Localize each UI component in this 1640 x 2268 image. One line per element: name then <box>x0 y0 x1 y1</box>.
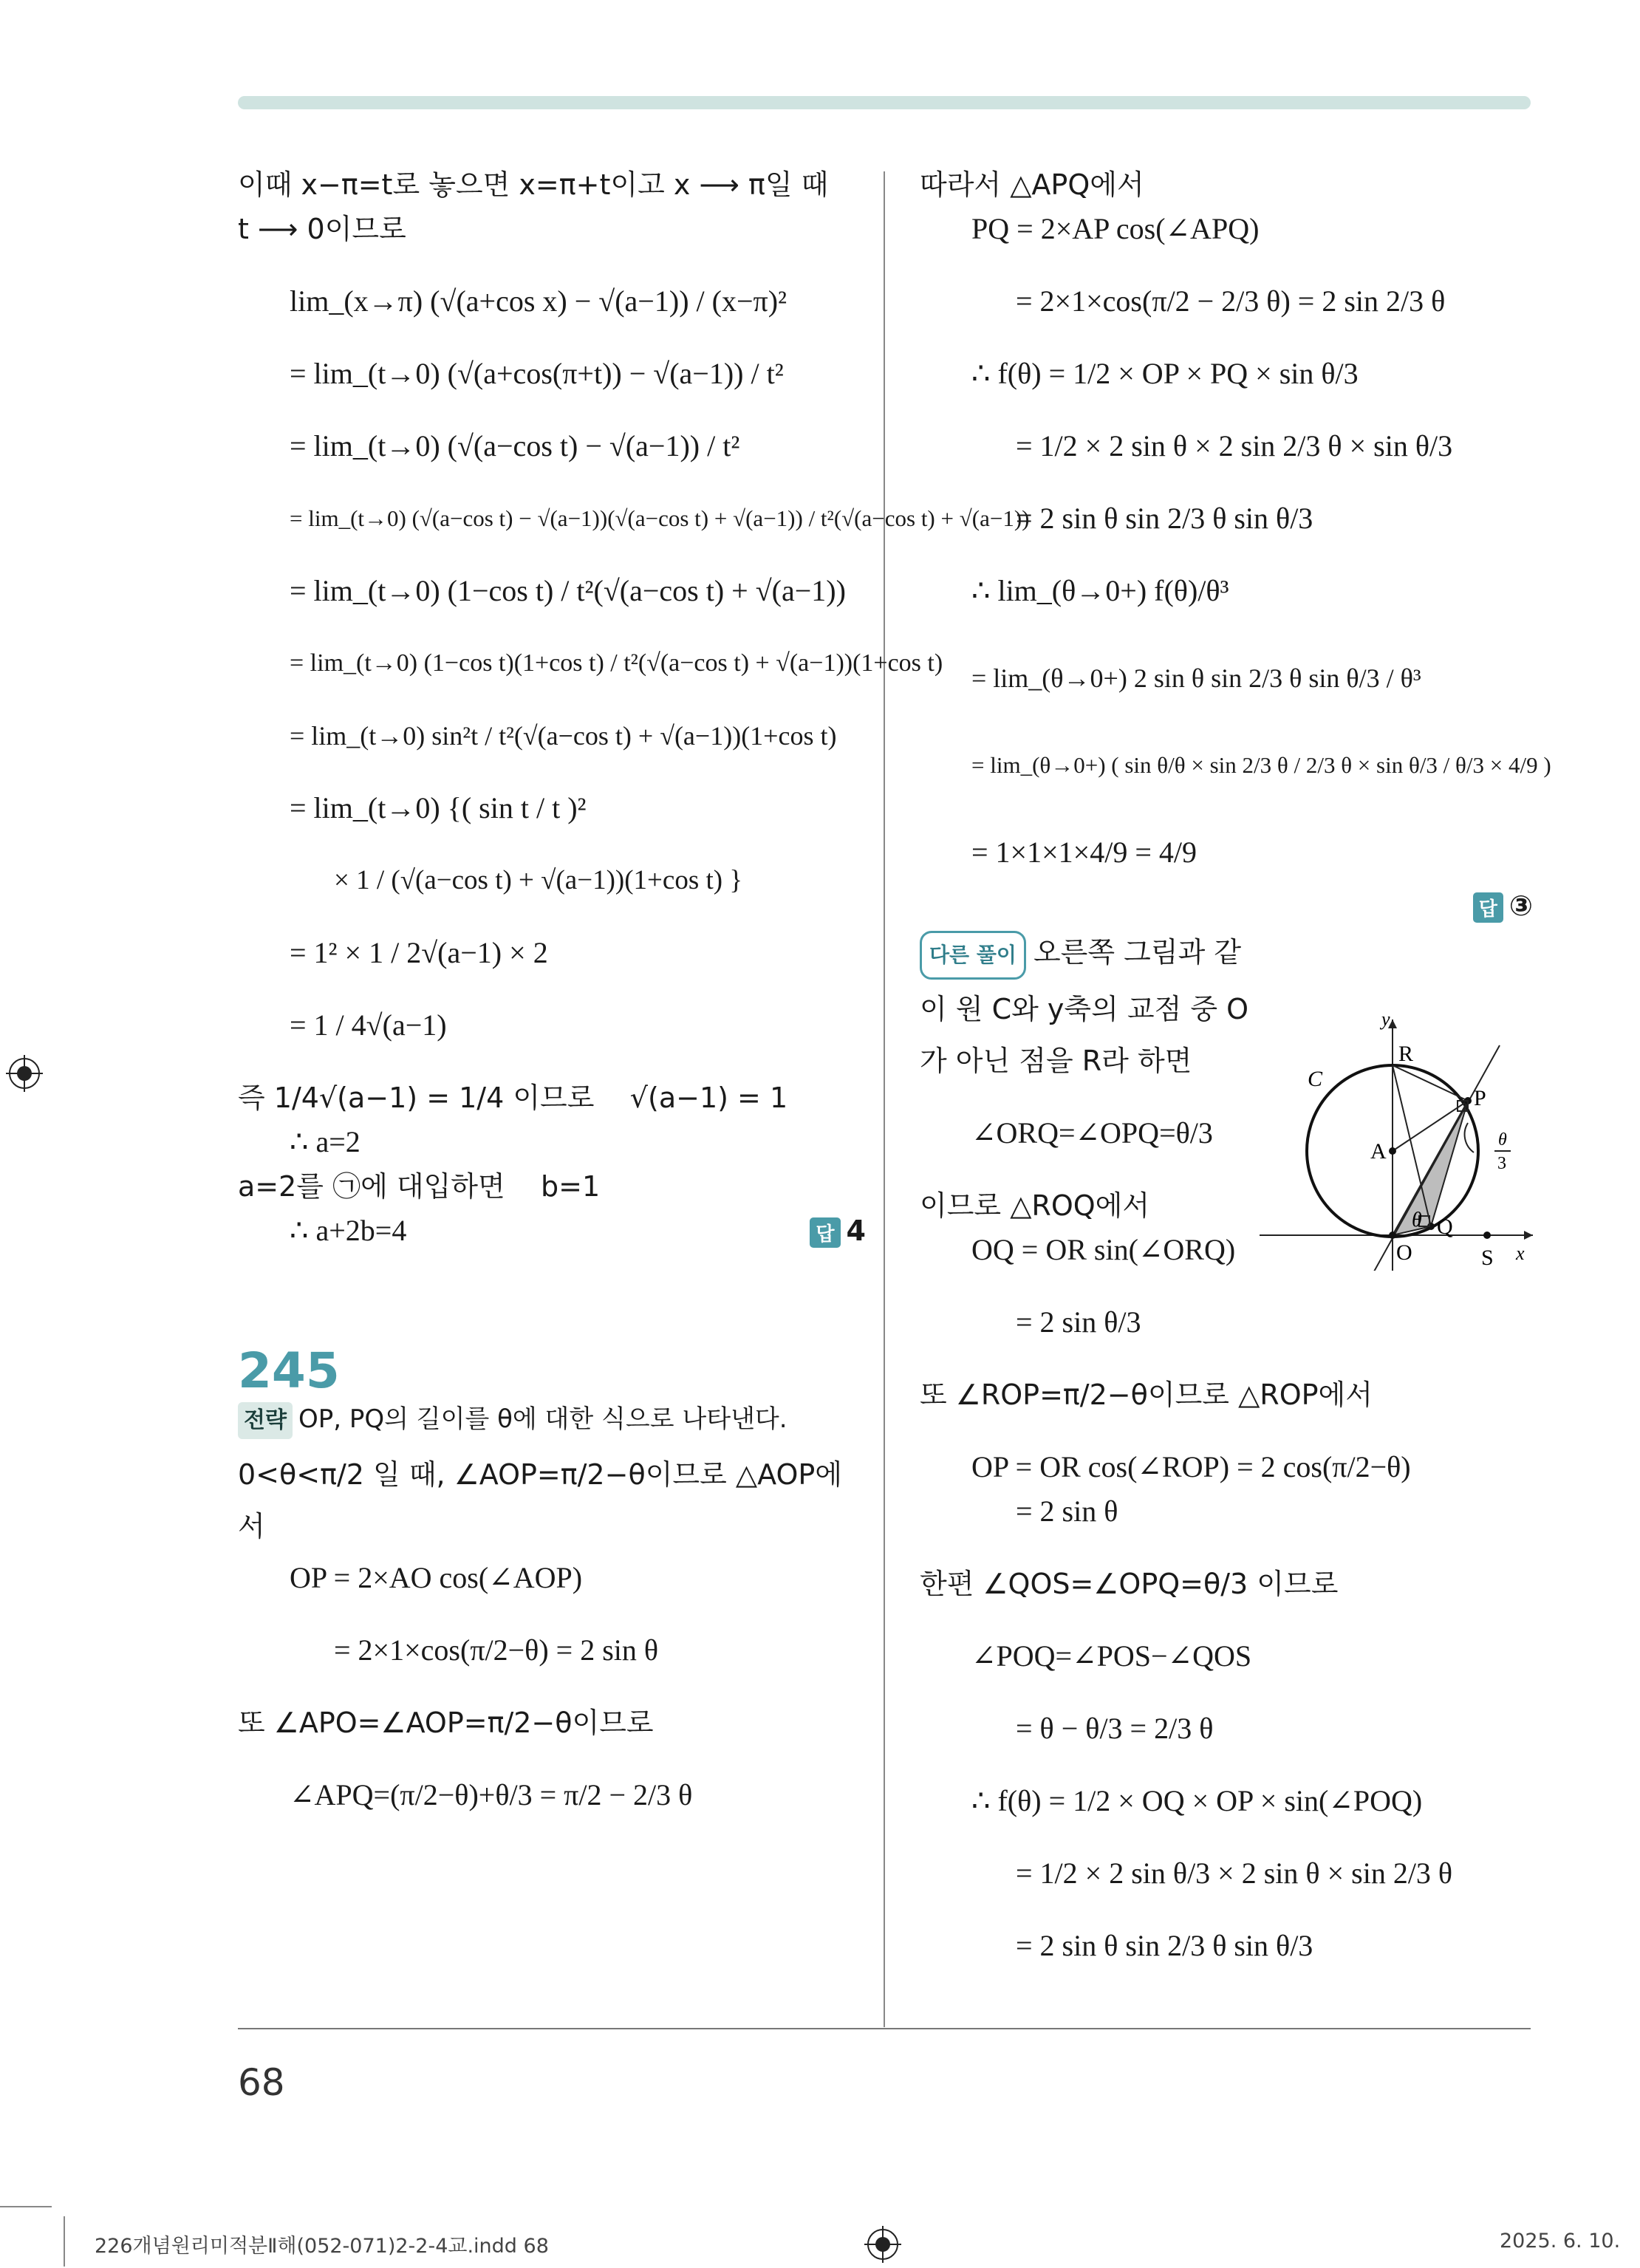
circle-figure <box>1260 1005 1540 1271</box>
equation-line: = 2 sin θ/3 <box>1016 1305 1141 1339</box>
equation-line: = 1/2 × 2 sin θ × 2 sin 2/3 θ × sin θ/3 <box>1016 429 1453 462</box>
equation-line: = lim_(t→0) (√(a−cos t) − √(a−1)) / t² <box>290 429 740 462</box>
alt-text: 오른쪽 그림과 같 <box>1033 936 1242 969</box>
equation-line: = lim_(t→0) sin²t / t²(√(a−cos t) + √(a−1))(1+cos t) <box>290 721 837 751</box>
equation-line: × 1 / (√(a−cos t) + √(a−1))(1+cos t) } <box>334 865 743 895</box>
label-theta-den: 3 <box>1497 1154 1506 1173</box>
solution-line: a=2를 ㉠에 대입하면 b=1 <box>238 1170 601 1203</box>
problem-number: 245 <box>238 1342 340 1399</box>
label-theta-num: θ <box>1498 1130 1507 1150</box>
equation-line: = lim_(θ→0+) ( sin θ/θ × sin 2/3 θ / 2/3 θ × sin θ/3 / θ/3 × 4/9 ) <box>971 752 1551 778</box>
equation-line: = 1 / 4√(a−1) <box>290 1008 447 1042</box>
strategy-line <box>238 1401 866 1439</box>
answer-3 <box>920 889 1533 923</box>
solution-line: 이때 x−π=t로 놓으면 x=π+t이고 x ⟶ π일 때 <box>238 168 829 201</box>
label-y: y <box>1381 1008 1390 1030</box>
x-axis-arrow-icon <box>1524 1231 1533 1240</box>
label-theta: θ <box>1412 1209 1422 1232</box>
answer-badge: 답 <box>1473 892 1503 923</box>
equation-line: = 1/2 × 2 sin θ/3 × 2 sin θ × sin 2/3 θ <box>1016 1857 1453 1890</box>
page-number: 68 <box>238 2061 285 2104</box>
equation-line: = lim_(t→0) (1−cos t)(1+cos t) / t²(√(a−cos t) + √(a−1))(1+cos t) <box>290 649 943 677</box>
footer-date: 2025. 6. 10. <box>1500 2230 1621 2252</box>
equation-line: = 2 sin θ sin 2/3 θ sin θ/3 <box>1016 502 1313 535</box>
answer-4 <box>810 1215 866 1248</box>
column-divider <box>884 171 885 2027</box>
equation-line: = lim_(θ→0+) 2 sin θ sin 2/3 θ sin θ/3 / θ³ <box>971 663 1421 693</box>
equation-line: = lim_(t→0) (√(a−cos t) − √(a−1))(√(a−cos t) + √(a−1)) / t²(√(a−cos t) + √(a−1)) <box>290 505 1030 531</box>
label-r: R <box>1398 1042 1414 1066</box>
label-q: Q <box>1437 1215 1453 1239</box>
equation-line: = lim_(t→0) (1−cos t) / t²(√(a−cos t) + √(a−1)) <box>290 574 846 607</box>
label-o: O <box>1396 1240 1412 1265</box>
alt-solution-line: 이므로 △ROQ에서 <box>920 1189 1150 1222</box>
label-s: S <box>1481 1246 1494 1270</box>
alt-solution-line: 이 원 C와 y축의 교점 중 O <box>920 993 1249 1025</box>
label-a: A <box>1370 1139 1387 1164</box>
strategy-badge: 전략 <box>238 1402 293 1439</box>
equation-line: ∠APQ=(π/2−θ)+θ/3 = π/2 − 2/3 θ <box>290 1778 693 1811</box>
footer-tick <box>64 2216 65 2267</box>
solution-line: 또 ∠APO=∠AOP=π/2−θ이므로 <box>238 1707 654 1739</box>
solution-line: 0<θ<π/2 일 때, ∠AOP=π/2−θ이므로 △AOP에 <box>238 1458 842 1491</box>
equation-line: ∴ a+2b=4 <box>290 1214 407 1247</box>
triangle-opq <box>1393 1101 1468 1235</box>
equation-line: = θ − θ/3 = 2/3 θ <box>1016 1712 1214 1745</box>
alt-solution-line <box>920 930 1533 980</box>
label-x: x <box>1516 1243 1525 1264</box>
alt-solution-line: 한편 ∠QOS=∠OPQ=θ/3 이므로 <box>920 1568 1339 1600</box>
equation-line: ∴ f(θ) = 1/2 × OP × PQ × sin θ/3 <box>971 357 1359 390</box>
solution-line: 따라서 △APQ에서 <box>920 168 1144 201</box>
equation-line: OP = 2×AO cos(∠AOP) <box>290 1561 583 1594</box>
equation-line: = 1×1×1×4/9 = 4/9 <box>971 836 1197 869</box>
top-decoration-bar <box>238 96 1531 109</box>
segment-rp <box>1393 1065 1468 1101</box>
equation-line: OP = OR cos(∠ROP) = 2 cos(π/2−θ) <box>971 1450 1411 1483</box>
equation-line: = lim_(t→0) {( sin t / t )² <box>290 791 587 824</box>
equation-line: = 2×1×cos(π/2 − 2/3 θ) = 2 sin 2/3 θ <box>1016 284 1446 318</box>
equation-line: PQ = 2×AP cos(∠APQ) <box>971 212 1260 245</box>
angle-arc <box>1465 1123 1474 1152</box>
label-p: P <box>1474 1086 1486 1110</box>
registration-mark-icon <box>6 1055 43 1092</box>
solution-line: 즉 1/4√(a−1) = 1/4 이므로 √(a−1) = 1 <box>238 1082 788 1114</box>
point-o <box>1389 1232 1396 1239</box>
answer-value: 4 <box>846 1214 866 1247</box>
registration-mark-icon <box>864 2226 901 2263</box>
equation-line: lim_(x→π) (√(a+cos x) − √(a−1)) / (x−π)² <box>290 284 787 318</box>
equation-line: = lim_(t→0) (√(a+cos(π+t)) − √(a−1)) / t² <box>290 357 784 390</box>
footer-rule <box>0 2206 52 2207</box>
equation-line: = 1² × 1 / 2√(a−1) × 2 <box>290 936 548 969</box>
solution-line: t ⟶ 0이므로 <box>238 213 406 245</box>
footer-filename: 226개념원리미적분Ⅱ해(052-071)2-2-4교.indd 68 <box>95 2235 549 2258</box>
equation-line: ∴ f(θ) = 1/2 × OQ × OP × sin(∠POQ) <box>971 1784 1423 1817</box>
alt-solution-line: 또 ∠ROP=π/2−θ이므로 △ROP에서 <box>920 1379 1373 1411</box>
label-c: C <box>1308 1067 1323 1091</box>
equation-line: ∠ORQ=∠OPQ=θ/3 <box>971 1116 1213 1150</box>
equation-line: = 2 sin θ sin 2/3 θ sin θ/3 <box>1016 1929 1313 1962</box>
equation-line: = 2×1×cos(π/2−θ) = 2 sin θ <box>334 1633 659 1667</box>
equation-line: OQ = OR sin(∠ORQ) <box>971 1233 1236 1266</box>
alt-solution-badge: 다른 풀이 <box>920 931 1026 980</box>
equation-line: ∴ a=2 <box>290 1125 361 1158</box>
answer-value: ③ <box>1509 889 1533 922</box>
answer-badge: 답 <box>810 1217 840 1248</box>
bottom-rule <box>238 2028 1531 2029</box>
point-a <box>1389 1147 1396 1155</box>
equation-line: ∠POQ=∠POS−∠QOS <box>971 1639 1252 1673</box>
equation-line: ∴ lim_(θ→0+) f(θ)/θ³ <box>971 574 1229 607</box>
point-s <box>1483 1232 1491 1239</box>
equation-line: = 2 sin θ <box>1016 1495 1118 1528</box>
solution-line: 서 <box>238 1510 265 1543</box>
alt-solution-line: 가 아닌 점을 R라 하면 <box>920 1045 1192 1077</box>
strategy-text: OP, PQ의 길이를 θ에 대한 식으로 나타낸다. <box>298 1404 787 1434</box>
